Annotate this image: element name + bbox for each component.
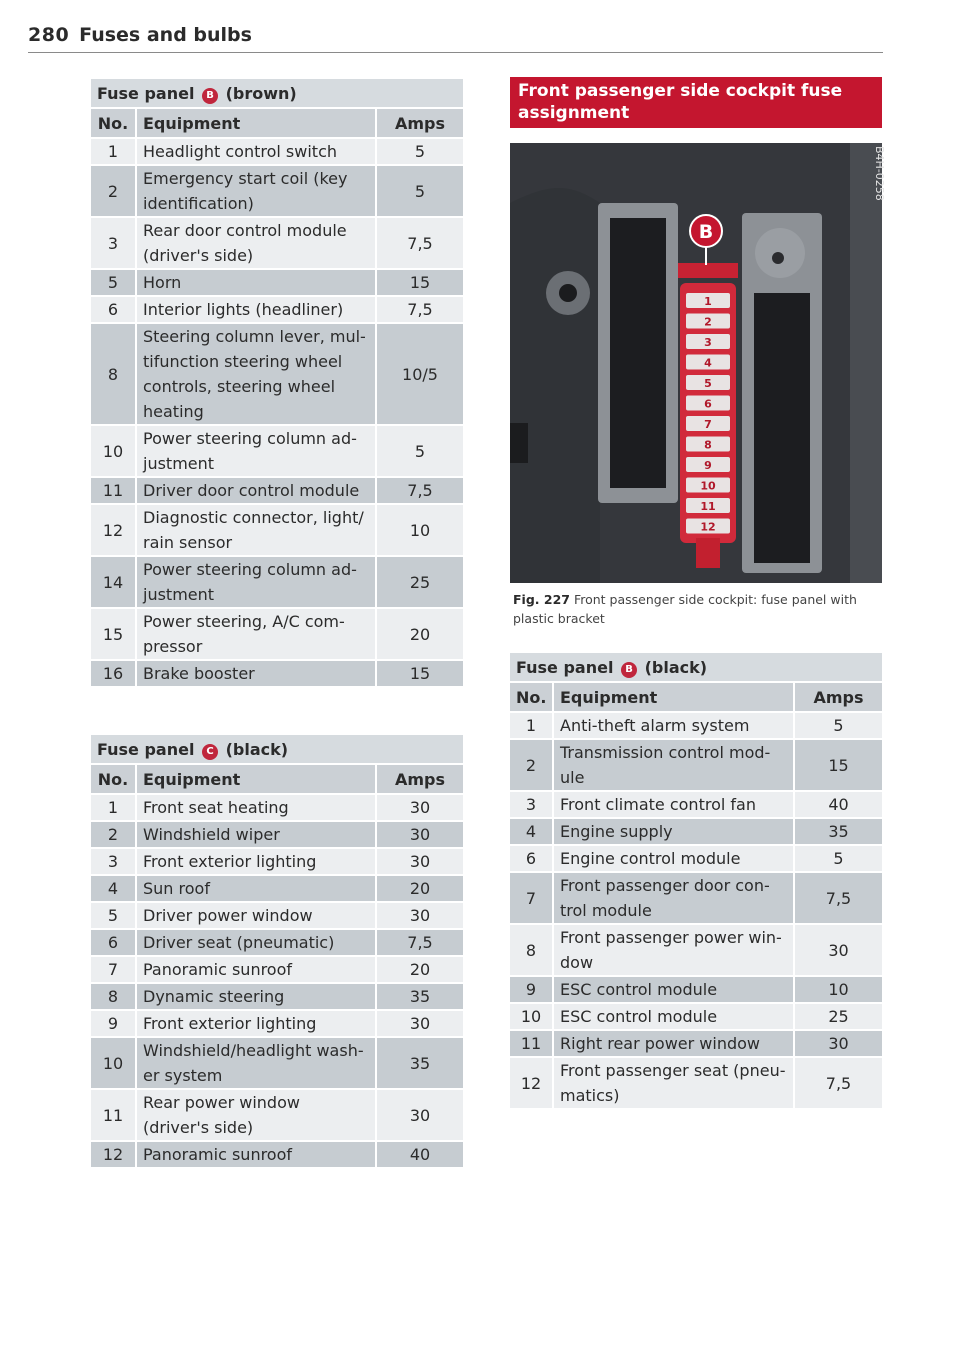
cell-amps: 35 bbox=[376, 983, 463, 1010]
table-row bbox=[91, 138, 463, 165]
cell-no: 4 bbox=[510, 818, 553, 845]
cell-equipment: Interior lights (headliner) bbox=[136, 296, 376, 323]
table-row bbox=[91, 794, 463, 821]
fuse-slot-label: 5 bbox=[704, 377, 712, 390]
cell-equipment: Steering column lever, mul-tifunction steering wheel controls, steering wheel heating bbox=[136, 323, 376, 425]
table-row bbox=[91, 608, 463, 660]
cell-no: 11 bbox=[91, 477, 136, 504]
table-row bbox=[510, 791, 882, 818]
col-header-equipment: Equipment bbox=[136, 108, 376, 138]
figure-label: Fig. 227 bbox=[513, 592, 570, 607]
cell-no: 6 bbox=[91, 929, 136, 956]
fuse-slot-label: 9 bbox=[704, 459, 712, 472]
table-row bbox=[510, 739, 882, 791]
cell-equipment: Sun roof bbox=[136, 875, 376, 902]
cell-no: 1 bbox=[510, 712, 553, 739]
page-header bbox=[28, 24, 883, 53]
cell-no: 6 bbox=[510, 845, 553, 872]
fuse-slot-label: 4 bbox=[704, 356, 712, 370]
table-row bbox=[91, 660, 463, 686]
cell-equipment: Driver seat (pneumatic) bbox=[136, 929, 376, 956]
fuse-slot-label: 11 bbox=[700, 500, 716, 513]
table-row bbox=[91, 1141, 463, 1167]
cell-equipment: Brake booster bbox=[136, 660, 376, 686]
cell-amps: 15 bbox=[376, 660, 463, 686]
cell-no: 2 bbox=[91, 821, 136, 848]
table-row bbox=[91, 269, 463, 296]
cell-no: 7 bbox=[91, 956, 136, 983]
cell-equipment: Panoramic sunroof bbox=[136, 956, 376, 983]
cell-amps: 25 bbox=[794, 1003, 882, 1030]
cell-no: 2 bbox=[91, 165, 136, 217]
cell-amps: 20 bbox=[376, 608, 463, 660]
table-row bbox=[510, 712, 882, 739]
table-row bbox=[91, 956, 463, 983]
cell-equipment: Front passenger door con-trol module bbox=[553, 872, 794, 924]
table-row bbox=[91, 848, 463, 875]
cell-equipment: Rear power window (driver's side) bbox=[136, 1089, 376, 1141]
cell-amps: 10 bbox=[794, 976, 882, 1003]
cell-amps: 7,5 bbox=[376, 217, 463, 269]
cell-equipment: Right rear power window bbox=[553, 1030, 794, 1057]
cell-amps: 30 bbox=[376, 794, 463, 821]
cell-equipment: Front exterior lighting bbox=[136, 1010, 376, 1037]
col-header-equipment: Equipment bbox=[553, 682, 794, 712]
panel-marker-icon: B bbox=[621, 662, 637, 678]
fuse-table-b-black bbox=[510, 653, 882, 1108]
cell-equipment: Power steering column ad-justment bbox=[136, 425, 376, 477]
cell-equipment: Power steering column ad-justment bbox=[136, 556, 376, 608]
col-header-equipment: Equipment bbox=[136, 764, 376, 794]
cell-no: 11 bbox=[510, 1030, 553, 1057]
figure-caption bbox=[513, 590, 883, 628]
cell-no: 3 bbox=[91, 848, 136, 875]
fuse-panel-figure bbox=[510, 143, 886, 583]
caption-prefix: Fuse panel bbox=[97, 83, 195, 103]
cell-no: 10 bbox=[91, 1037, 136, 1089]
table-row bbox=[510, 872, 882, 924]
cell-no: 8 bbox=[91, 323, 136, 425]
cell-amps: 10 bbox=[376, 504, 463, 556]
table-row bbox=[91, 902, 463, 929]
caption-prefix: Fuse panel bbox=[516, 657, 614, 677]
panel-marker-icon: C bbox=[202, 744, 218, 760]
cell-amps: 30 bbox=[794, 1030, 882, 1057]
table-row bbox=[510, 976, 882, 1003]
table-row bbox=[510, 845, 882, 872]
table-row bbox=[510, 1057, 882, 1108]
table-row bbox=[510, 1030, 882, 1057]
table-row bbox=[510, 1003, 882, 1030]
cell-equipment: Panoramic sunroof bbox=[136, 1141, 376, 1167]
cell-amps: 25 bbox=[376, 556, 463, 608]
cell-amps: 30 bbox=[376, 848, 463, 875]
cell-no: 6 bbox=[91, 296, 136, 323]
cell-amps: 7,5 bbox=[794, 872, 882, 924]
cell-no: 5 bbox=[91, 902, 136, 929]
cell-amps: 5 bbox=[376, 425, 463, 477]
table-row bbox=[91, 821, 463, 848]
fuse-table-c-black bbox=[91, 735, 463, 1167]
cell-amps: 10/5 bbox=[376, 323, 463, 425]
cell-equipment: Dynamic steering bbox=[136, 983, 376, 1010]
table-row bbox=[91, 929, 463, 956]
cell-equipment: Front climate control fan bbox=[553, 791, 794, 818]
fuse-slot-label: 2 bbox=[704, 315, 712, 329]
table-row bbox=[91, 983, 463, 1010]
cell-amps: 7,5 bbox=[376, 929, 463, 956]
col-header-amps: Amps bbox=[376, 108, 463, 138]
table-row bbox=[91, 323, 463, 425]
cell-amps: 7,5 bbox=[794, 1057, 882, 1108]
table-row bbox=[91, 425, 463, 477]
cell-equipment: Power steering, A/C com-pressor bbox=[136, 608, 376, 660]
table-row bbox=[91, 556, 463, 608]
col-header-amps: Amps bbox=[376, 764, 463, 794]
section-banner: Front passenger side cockpit fuse assignment bbox=[510, 77, 882, 128]
col-header-no: No. bbox=[91, 764, 136, 794]
cell-equipment: Emergency start coil (key identification) bbox=[136, 165, 376, 217]
cell-equipment: Anti-theft alarm system bbox=[553, 712, 794, 739]
cell-equipment: Diagnostic connector, light/ rain sensor bbox=[136, 504, 376, 556]
cell-no: 3 bbox=[91, 217, 136, 269]
cell-no: 7 bbox=[510, 872, 553, 924]
fuse-slot-label: 12 bbox=[700, 520, 716, 534]
fuse-slot-label: 7 bbox=[704, 418, 712, 431]
cell-equipment: Horn bbox=[136, 269, 376, 296]
cell-amps: 35 bbox=[376, 1037, 463, 1089]
table-row bbox=[91, 504, 463, 556]
cell-amps: 20 bbox=[376, 875, 463, 902]
cell-equipment: Front exterior lighting bbox=[136, 848, 376, 875]
cell-amps: 5 bbox=[376, 165, 463, 217]
cell-equipment: Headlight control switch bbox=[136, 138, 376, 165]
table-row bbox=[91, 875, 463, 902]
cell-amps: 30 bbox=[376, 821, 463, 848]
table-caption bbox=[510, 653, 882, 682]
cell-no: 10 bbox=[91, 425, 136, 477]
cell-amps: 30 bbox=[376, 1010, 463, 1037]
table-caption bbox=[91, 79, 463, 108]
cell-no: 12 bbox=[91, 504, 136, 556]
cell-no: 12 bbox=[510, 1057, 553, 1108]
table-row bbox=[510, 924, 882, 976]
cell-equipment: ESC control module bbox=[553, 1003, 794, 1030]
cell-amps: 30 bbox=[376, 902, 463, 929]
col-header-no: No. bbox=[510, 682, 553, 712]
fuse-slot-label: 10 bbox=[700, 479, 716, 493]
cell-no: 8 bbox=[510, 924, 553, 976]
caption-suffix: (black) bbox=[225, 739, 289, 759]
cell-equipment: Transmission control mod-ule bbox=[553, 739, 794, 791]
cell-amps: 35 bbox=[794, 818, 882, 845]
figure-marker: B bbox=[698, 221, 714, 243]
cell-equipment: Rear door control module (driver's side) bbox=[136, 217, 376, 269]
figure-caption-text: Front passenger side cockpit: fuse panel with plastic bracket bbox=[513, 592, 857, 626]
cell-amps: 40 bbox=[794, 791, 882, 818]
cell-amps: 40 bbox=[376, 1141, 463, 1167]
caption-prefix: Fuse panel bbox=[97, 739, 195, 759]
caption-suffix: (black) bbox=[644, 657, 708, 677]
fuse-slot-label: 1 bbox=[704, 295, 712, 308]
section-title: Fuses and bulbs bbox=[79, 24, 252, 46]
panel-marker-icon: B bbox=[202, 88, 218, 104]
cell-no: 5 bbox=[91, 269, 136, 296]
cell-no: 8 bbox=[91, 983, 136, 1010]
cell-equipment: Engine supply bbox=[553, 818, 794, 845]
cell-amps: 30 bbox=[376, 1089, 463, 1141]
cell-no: 14 bbox=[91, 556, 136, 608]
table-row bbox=[91, 217, 463, 269]
fuse-slot-label: 6 bbox=[704, 397, 712, 411]
fuse-slot-label: 8 bbox=[704, 438, 712, 452]
table-row bbox=[91, 165, 463, 217]
figure-code: B4H-0258 bbox=[873, 146, 886, 201]
cell-no: 1 bbox=[91, 138, 136, 165]
cell-equipment: ESC control module bbox=[553, 976, 794, 1003]
cell-amps: 5 bbox=[794, 712, 882, 739]
cell-no: 16 bbox=[91, 660, 136, 686]
page-number: 280 bbox=[28, 24, 70, 46]
cell-equipment: Engine control module bbox=[553, 845, 794, 872]
cell-equipment: Front passenger seat (pneu-matics) bbox=[553, 1057, 794, 1108]
cell-equipment: Front passenger power win-dow bbox=[553, 924, 794, 976]
col-header-amps: Amps bbox=[794, 682, 882, 712]
cell-no: 3 bbox=[510, 791, 553, 818]
cell-equipment: Windshield/headlight wash-er system bbox=[136, 1037, 376, 1089]
cell-amps: 20 bbox=[376, 956, 463, 983]
cell-no: 10 bbox=[510, 1003, 553, 1030]
cell-no: 9 bbox=[510, 976, 553, 1003]
table-row bbox=[510, 818, 882, 845]
cell-amps: 30 bbox=[794, 924, 882, 976]
fuse-slot-label: 3 bbox=[704, 336, 712, 349]
cell-no: 12 bbox=[91, 1141, 136, 1167]
cell-no: 15 bbox=[91, 608, 136, 660]
table-caption bbox=[91, 735, 463, 764]
cell-amps: 15 bbox=[794, 739, 882, 791]
table-row bbox=[91, 1037, 463, 1089]
cell-no: 9 bbox=[91, 1010, 136, 1037]
cell-equipment: Windshield wiper bbox=[136, 821, 376, 848]
cell-equipment: Front seat heating bbox=[136, 794, 376, 821]
cell-no: 1 bbox=[91, 794, 136, 821]
cell-amps: 15 bbox=[376, 269, 463, 296]
table-row bbox=[91, 296, 463, 323]
cell-no: 2 bbox=[510, 739, 553, 791]
fuse-table-brown bbox=[91, 79, 463, 686]
cell-equipment: Driver power window bbox=[136, 902, 376, 929]
table-row bbox=[91, 1010, 463, 1037]
caption-suffix: (brown) bbox=[225, 83, 297, 103]
cell-no: 4 bbox=[91, 875, 136, 902]
cell-amps: 5 bbox=[794, 845, 882, 872]
fuse-panel-illustration bbox=[510, 143, 886, 583]
col-header-no: No. bbox=[91, 108, 136, 138]
table-row bbox=[91, 1089, 463, 1141]
cell-amps: 7,5 bbox=[376, 477, 463, 504]
cell-amps: 7,5 bbox=[376, 296, 463, 323]
cell-amps: 5 bbox=[376, 138, 463, 165]
cell-no: 11 bbox=[91, 1089, 136, 1141]
table-row bbox=[91, 477, 463, 504]
cell-equipment: Driver door control module bbox=[136, 477, 376, 504]
